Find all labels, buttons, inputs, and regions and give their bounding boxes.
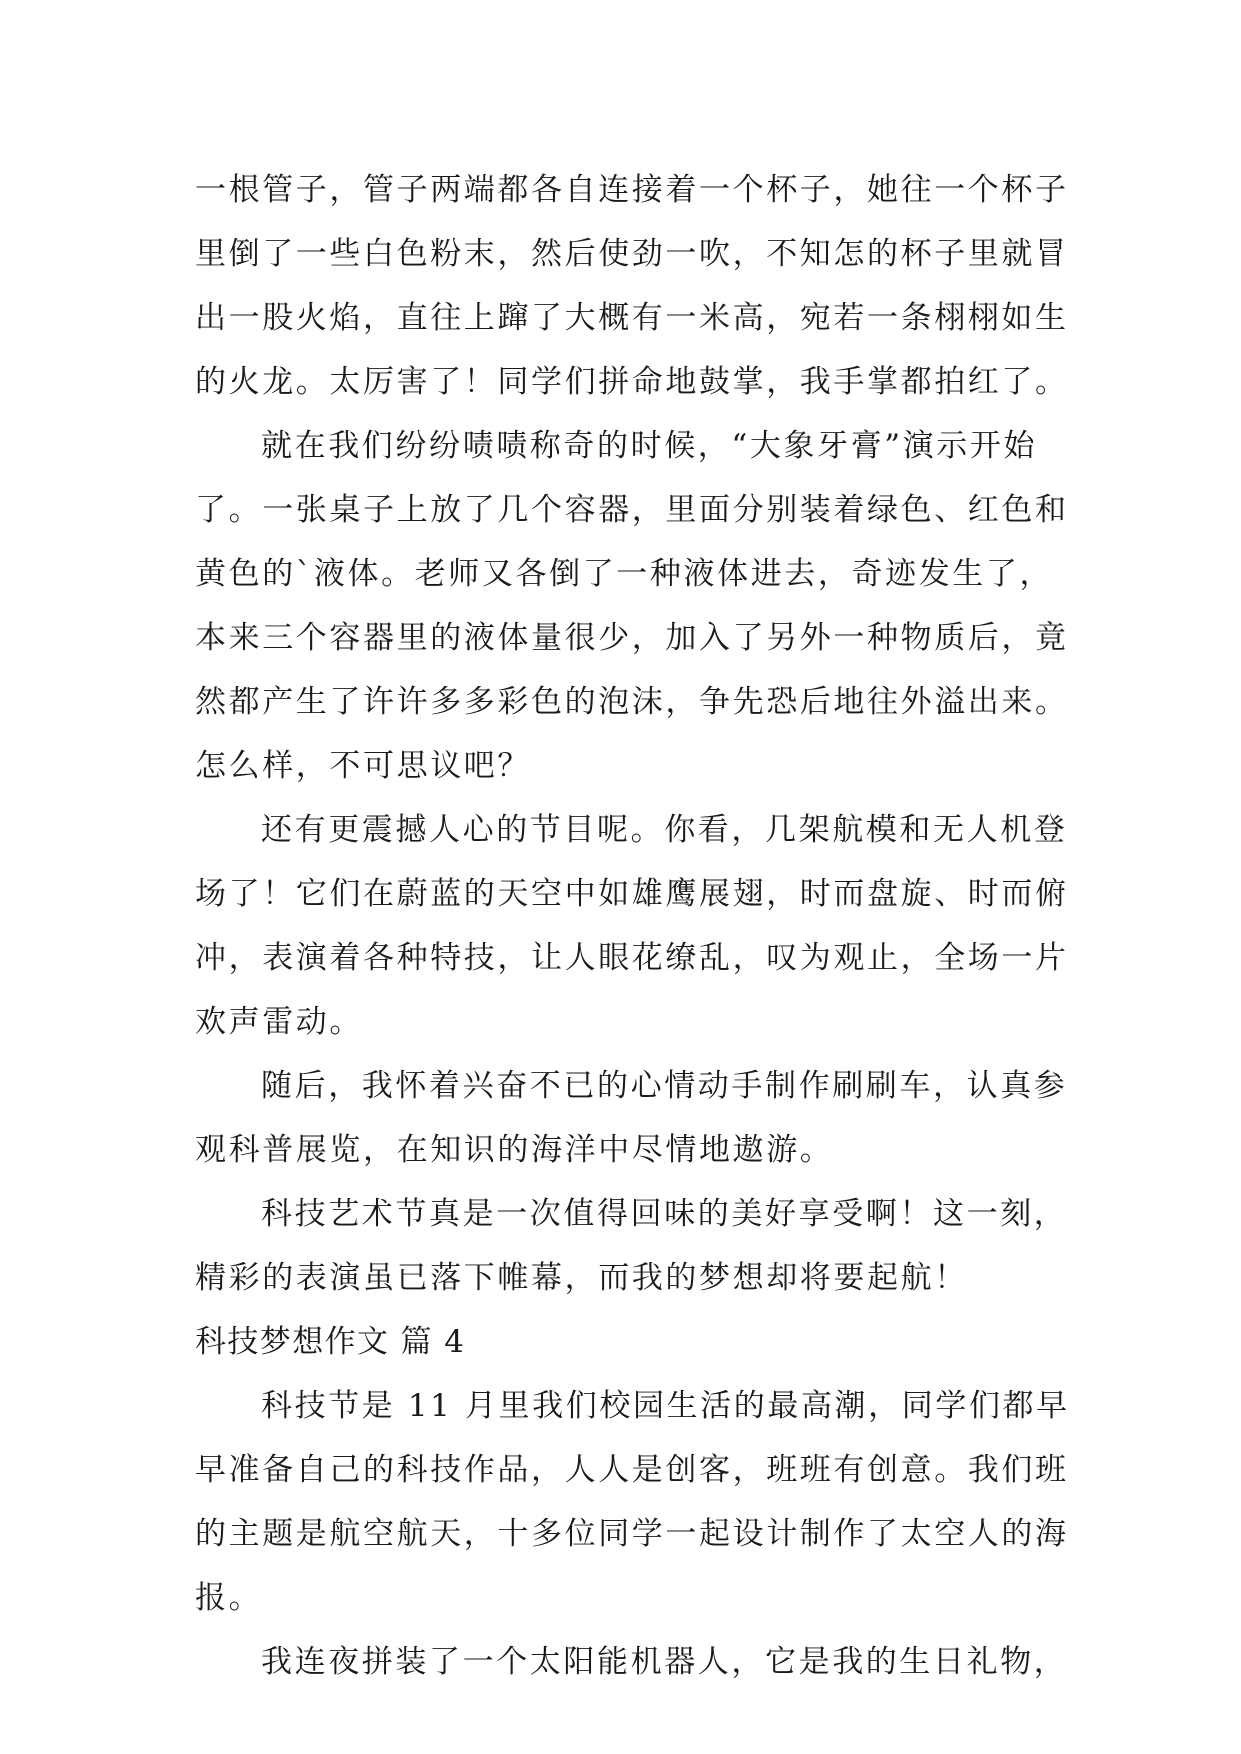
text-line: 黄色的`液体。老师又各倒了一种液体进去，奇迹发生了，: [195, 556, 1054, 592]
text-line: 精彩的表演虽已落下帷幕，而我的梦想却将要起航！: [195, 1260, 968, 1296]
text-line: 随后，我怀着兴奋不已的心情动手制作刷刷车，认真参: [261, 1068, 1068, 1104]
text-line: 就在我们纷纷啧啧称奇的时候，“大象牙膏”演示开始: [261, 428, 1038, 464]
document-body: [195, 158, 1075, 1694]
text-line: 的主题是航空航天，十多位同学一起设计制作了太空人的海: [195, 1516, 1069, 1552]
text-line: 科技艺术节真是一次值得回味的美好享受啊！这一刻，: [261, 1196, 1068, 1232]
text-line: 然都产生了许许多多彩色的泡沫，争先恐后地往外溢出来。: [195, 684, 1069, 720]
text-line: 报。: [195, 1580, 263, 1616]
text-line: 怎么样，不可思议吧？: [195, 748, 531, 784]
text-line: 的火龙。太厉害了！同学们拼命地鼓掌，我手掌都拍红了。: [195, 364, 1069, 400]
text-line: 里倒了一些白色粉末，然后使劲一吹，不知怎的杯子里就冒: [195, 236, 1069, 272]
text-line: 我连夜拼装了一个太阳能机器人，它是我的生日礼物，: [261, 1644, 1068, 1680]
text-line: 还有更震撼人心的节目呢。你看，几架航模和无人机登: [261, 812, 1068, 848]
text-line: 一根管子，管子两端都各自连接着一个杯子，她往一个杯子: [195, 172, 1069, 208]
text-line: 观科普展览，在知识的海洋中尽情地遨游。: [195, 1132, 834, 1168]
text-line: 本来三个容器里的液体量很少，加入了另外一种物质后，竟: [195, 620, 1069, 656]
text-line: 场了！它们在蔚蓝的天空中如雄鹰展翅，时而盘旋、时而俯: [195, 876, 1069, 912]
section-heading: 科技梦想作文 篇 4: [195, 1324, 466, 1360]
text-line: 欢声雷动。: [195, 1004, 363, 1040]
text-line: 出一股火焰，直往上蹿了大概有一米高，宛若一条栩栩如生: [195, 300, 1069, 336]
text-line: 冲，表演着各种特技，让人眼花缭乱，叹为观止，全场一片: [195, 940, 1069, 976]
text-line: 早准备自己的科技作品，人人是创客，班班有创意。我们班: [195, 1452, 1069, 1488]
text-line: 了。一张桌子上放了几个容器，里面分别装着绿色、红色和: [195, 492, 1069, 528]
text-line: 科技节是 11 月里我们校园生活的最高潮，同学们都早: [261, 1388, 1070, 1424]
